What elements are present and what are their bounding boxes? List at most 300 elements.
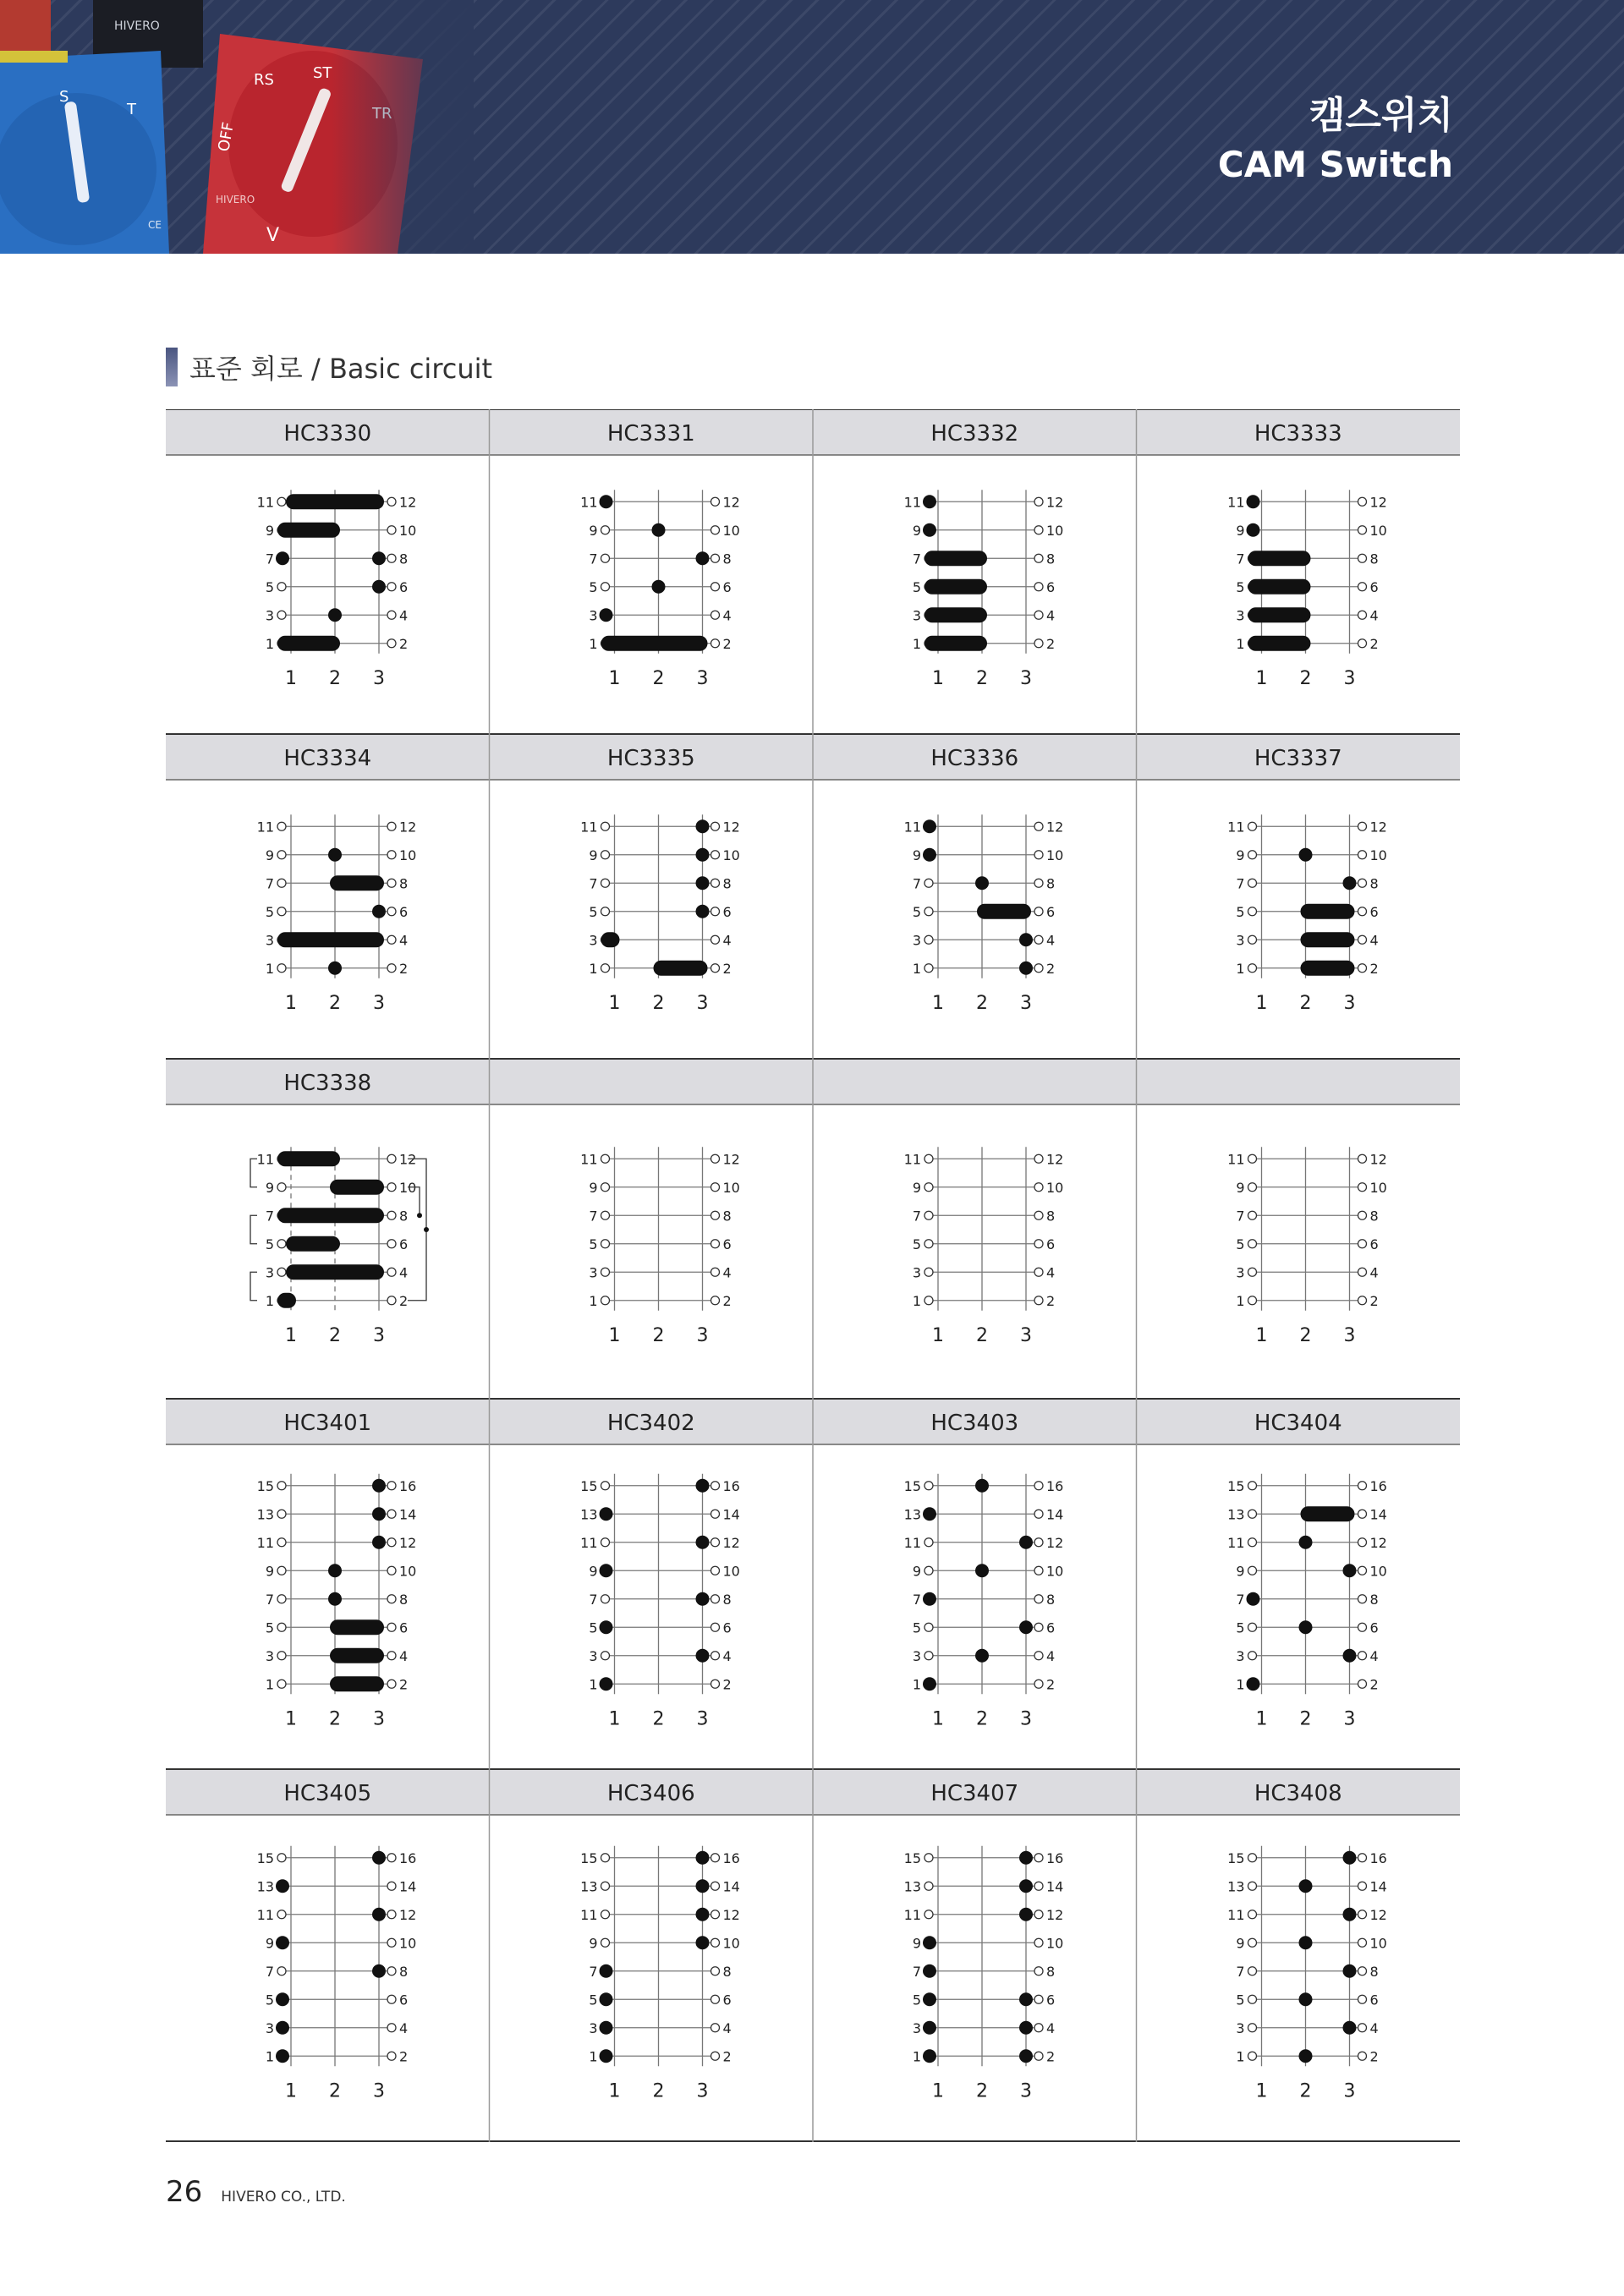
terminal-number-right: 14 xyxy=(1369,1506,1387,1523)
terminal-number-left: 1 xyxy=(912,960,921,977)
terminal-right xyxy=(1358,907,1367,916)
terminal-left xyxy=(1248,1995,1257,2003)
terminal-number-left: 1 xyxy=(589,1292,598,1309)
contact-bar xyxy=(330,1676,384,1691)
terminal-number-left: 3 xyxy=(589,607,598,624)
terminal-left xyxy=(1248,1854,1257,1862)
terminal-number-right: 6 xyxy=(1369,1992,1379,2008)
terminal-number-right: 6 xyxy=(399,1619,409,1636)
position-label: 3 xyxy=(373,1324,385,1346)
terminal-left xyxy=(1248,1566,1257,1575)
terminal-number-right: 4 xyxy=(1369,1264,1379,1281)
contact-dot xyxy=(923,848,936,862)
position-label: 3 xyxy=(1343,667,1356,689)
terminal-number-left: 3 xyxy=(265,2019,274,2036)
terminal-right xyxy=(1034,964,1043,973)
position-label: 3 xyxy=(1020,667,1032,689)
terminal-right xyxy=(387,1566,396,1575)
terminal-number-right: 12 xyxy=(722,1906,740,1923)
contact-dot xyxy=(1343,1964,1357,1978)
terminal-left xyxy=(1248,879,1257,887)
terminal-left xyxy=(924,1268,933,1276)
terminal-number-left: 1 xyxy=(589,2048,598,2065)
terminal-number-left: 15 xyxy=(903,1477,921,1494)
position-label: 1 xyxy=(1255,2080,1268,2102)
terminal-right xyxy=(1034,1854,1043,1862)
terminal-number-left: 3 xyxy=(1236,1647,1245,1664)
contact-bar xyxy=(924,551,987,566)
terminal-right xyxy=(1358,1595,1367,1603)
title-english: CAM Switch xyxy=(1217,144,1453,185)
terminal-right xyxy=(1034,1652,1043,1660)
terminal-left xyxy=(277,1652,286,1660)
circuit-hc3408 xyxy=(1227,1781,1387,2101)
terminal-number-left: 1 xyxy=(265,2048,274,2065)
terminal-number-right: 8 xyxy=(399,551,409,567)
position-label: 3 xyxy=(696,667,709,689)
terminal-left xyxy=(277,1538,286,1547)
contact-dot xyxy=(975,1564,989,1577)
model-label: HC3330 xyxy=(283,421,372,447)
contact-bar xyxy=(286,1236,340,1252)
contact-dot xyxy=(328,1592,342,1606)
terminal-number-right: 12 xyxy=(1369,494,1387,511)
terminal-number-left: 13 xyxy=(580,1506,598,1523)
contact-dot xyxy=(696,1936,710,1949)
terminal-number-right: 12 xyxy=(722,819,740,836)
bracket-left xyxy=(250,1272,257,1301)
contact-bar xyxy=(1301,904,1355,919)
contact-dot xyxy=(652,580,666,594)
terminal-number-left: 11 xyxy=(256,1151,274,1168)
contact-dot xyxy=(1343,876,1357,890)
terminal-right xyxy=(711,1482,720,1490)
terminal-number-right: 4 xyxy=(1369,932,1379,949)
terminal-right xyxy=(1358,1538,1367,1547)
position-label: 1 xyxy=(1255,667,1268,689)
terminal-number-right: 10 xyxy=(1046,847,1064,863)
contact-dot xyxy=(1343,1564,1357,1577)
terminal-number-left: 7 xyxy=(912,1591,921,1608)
terminal-right xyxy=(1034,1566,1043,1575)
terminal-number-left: 3 xyxy=(265,932,274,949)
terminal-right xyxy=(711,1566,720,1575)
terminal-left xyxy=(277,1680,286,1688)
terminal-number-left: 9 xyxy=(589,847,598,863)
terminal-number-right: 6 xyxy=(722,1992,732,2008)
terminal-number-left: 9 xyxy=(265,847,274,863)
model-label: HC3332 xyxy=(930,421,1019,447)
terminal-number-right: 10 xyxy=(1369,1563,1387,1580)
circuit-hc3330 xyxy=(257,421,417,689)
terminal-right xyxy=(387,611,396,619)
terminal-number-right: 10 xyxy=(399,1563,417,1580)
terminal-number-left: 7 xyxy=(912,1208,921,1225)
contact-dot xyxy=(1343,1851,1357,1865)
terminal-right xyxy=(711,1680,720,1688)
terminal-right xyxy=(1358,1995,1367,2003)
terminal-number-right: 8 xyxy=(399,1963,409,1980)
terminal-number-right: 4 xyxy=(1369,2019,1379,2036)
contact-dot xyxy=(1299,2049,1313,2063)
contact-dot xyxy=(696,1649,710,1663)
terminal-left xyxy=(601,1482,610,1490)
terminal-left xyxy=(601,879,610,887)
terminal-left xyxy=(1248,2052,1257,2060)
terminal-left xyxy=(277,1482,286,1490)
terminal-number-right: 4 xyxy=(399,1647,409,1664)
circuit-hc3404 xyxy=(1227,1411,1387,1729)
terminal-right xyxy=(711,1623,720,1631)
terminal-left xyxy=(277,1566,286,1575)
model-label: HC3338 xyxy=(283,1071,372,1096)
terminal-number-left: 15 xyxy=(256,1477,274,1494)
contact-dot xyxy=(1019,1879,1033,1893)
position-label: 1 xyxy=(1255,1324,1268,1346)
terminal-number-right: 4 xyxy=(722,607,732,624)
terminal-number-right: 12 xyxy=(1369,819,1387,836)
terminal-number-left: 11 xyxy=(1227,1151,1245,1168)
contact-dot xyxy=(1299,1536,1313,1549)
terminal-number-left: 5 xyxy=(265,1236,274,1252)
circuit-blank xyxy=(1227,1147,1387,1346)
terminal-left xyxy=(1248,964,1257,973)
position-label: 1 xyxy=(285,992,297,1014)
contact-dot xyxy=(276,1936,289,1949)
terminal-number-right: 4 xyxy=(1369,607,1379,624)
terminal-number-left: 7 xyxy=(1236,1208,1245,1225)
terminal-right xyxy=(1358,1240,1367,1248)
terminal-number-right: 14 xyxy=(1046,1506,1064,1523)
terminal-right xyxy=(1358,935,1367,944)
terminal-number-left: 1 xyxy=(589,960,598,977)
terminal-left xyxy=(924,879,933,887)
terminal-right xyxy=(1034,1882,1043,1890)
terminal-number-right: 2 xyxy=(722,635,732,652)
terminal-number-right: 6 xyxy=(1369,578,1379,595)
contact-dot xyxy=(372,1507,386,1521)
terminal-right xyxy=(1034,1482,1043,1490)
contact-dot xyxy=(696,1879,710,1893)
position-label: 1 xyxy=(608,992,621,1014)
position-label: 2 xyxy=(652,1324,665,1346)
terminal-number-right: 10 xyxy=(722,1935,740,1952)
terminal-number-left: 9 xyxy=(589,1935,598,1952)
terminal-right xyxy=(711,1938,720,1947)
contact-dot xyxy=(923,2049,936,2063)
contact-dot xyxy=(923,819,936,833)
circuit-hc3406 xyxy=(580,1781,740,2101)
terminal-right xyxy=(1034,1967,1043,1975)
terminal-number-right: 4 xyxy=(722,1264,732,1281)
terminal-right xyxy=(1358,822,1367,830)
position-label: 1 xyxy=(285,667,297,689)
terminal-right xyxy=(1358,1566,1367,1575)
terminal-number-right: 4 xyxy=(1046,1647,1056,1664)
terminal-number-left: 3 xyxy=(912,1264,921,1281)
terminal-right xyxy=(387,639,396,648)
model-label: HC3404 xyxy=(1254,1411,1342,1436)
contact-dot xyxy=(600,1677,613,1690)
contact-dot xyxy=(600,2049,613,2063)
contact-bar xyxy=(286,494,384,509)
contact-bar xyxy=(1248,636,1311,651)
terminal-number-right: 2 xyxy=(1046,635,1056,652)
terminal-right xyxy=(387,1854,396,1862)
terminal-left xyxy=(1248,1938,1257,1947)
terminal-number-right: 16 xyxy=(1369,1477,1387,1494)
circuit-blank xyxy=(580,1147,740,1346)
terminal-right xyxy=(1034,1183,1043,1192)
terminal-right xyxy=(1034,935,1043,944)
contact-dot xyxy=(372,1536,386,1549)
terminal-right xyxy=(711,1154,720,1163)
terminal-number-right: 10 xyxy=(399,847,417,863)
terminal-number-right: 10 xyxy=(1369,847,1387,863)
contact-bar xyxy=(1301,932,1355,947)
terminal-left xyxy=(924,1854,933,1862)
terminal-number-right: 12 xyxy=(722,494,740,511)
terminal-left xyxy=(1248,1882,1257,1890)
terminal-number-left: 7 xyxy=(589,1591,598,1608)
model-label: HC3405 xyxy=(283,1781,372,1806)
terminal-left xyxy=(277,1967,286,1975)
terminal-number-right: 2 xyxy=(722,1292,732,1309)
terminal-right xyxy=(711,583,720,591)
terminal-right xyxy=(1358,1652,1367,1660)
contact-dot xyxy=(696,848,710,862)
terminal-number-left: 1 xyxy=(912,1292,921,1309)
terminal-left xyxy=(601,1154,610,1163)
terminal-right xyxy=(387,907,396,916)
terminal-number-right: 6 xyxy=(399,1992,409,2008)
terminal-number-right: 12 xyxy=(1369,1906,1387,1923)
terminal-right xyxy=(1358,583,1367,591)
terminal-left xyxy=(1248,1211,1257,1219)
terminal-number-right: 8 xyxy=(722,1963,732,1980)
contact-bar xyxy=(330,1648,384,1663)
terminal-right xyxy=(387,1538,396,1547)
terminal-right xyxy=(711,964,720,973)
position-label: 2 xyxy=(329,667,341,689)
terminal-number-left: 11 xyxy=(580,494,598,511)
terminal-right xyxy=(1358,1183,1367,1192)
contact-dot xyxy=(1019,933,1033,946)
position-label: 2 xyxy=(652,1708,665,1730)
terminal-number-left: 1 xyxy=(265,960,274,977)
circuit-hc3336 xyxy=(904,746,1064,1014)
terminal-number-right: 4 xyxy=(1046,2019,1056,2036)
terminal-right xyxy=(387,554,396,562)
page-number: 26 xyxy=(166,2175,203,2209)
contact-dot xyxy=(276,1992,289,2006)
terminal-number-right: 6 xyxy=(1046,578,1056,595)
position-label: 1 xyxy=(285,1324,297,1346)
circuit-hc3401 xyxy=(257,1411,417,1729)
terminal-right xyxy=(711,1268,720,1276)
terminal-number-left: 11 xyxy=(580,1534,598,1551)
contact-dot xyxy=(372,1851,386,1865)
contact-dot xyxy=(276,2021,289,2035)
terminal-number-right: 2 xyxy=(1369,1292,1379,1309)
terminal-right xyxy=(1034,1595,1043,1603)
terminal-right xyxy=(1034,611,1043,619)
contact-bar xyxy=(330,1180,384,1195)
contact-dot xyxy=(1247,1592,1260,1606)
terminal-number-left: 1 xyxy=(265,1292,274,1309)
terminal-right xyxy=(1034,822,1043,830)
terminal-number-right: 2 xyxy=(1046,960,1056,977)
terminal-number-right: 12 xyxy=(1046,819,1064,836)
terminal-number-right: 2 xyxy=(1369,1676,1379,1693)
terminal-right xyxy=(711,822,720,830)
contact-dot xyxy=(276,2049,289,2063)
terminal-right xyxy=(711,1882,720,1890)
terminal-left xyxy=(1248,1268,1257,1276)
bracket-left xyxy=(250,1215,257,1244)
terminal-number-left: 11 xyxy=(1227,1906,1245,1923)
contact-bar xyxy=(924,636,987,651)
terminal-number-left: 13 xyxy=(256,1878,274,1895)
terminal-right xyxy=(711,1854,720,1862)
terminal-right xyxy=(1358,1938,1367,1947)
terminal-left xyxy=(601,1652,610,1660)
terminal-number-right: 6 xyxy=(1046,903,1056,920)
position-label: 3 xyxy=(696,1708,709,1730)
terminal-left xyxy=(277,1240,286,1248)
terminal-number-left: 5 xyxy=(1236,578,1245,595)
contact-dot xyxy=(1019,2021,1033,2035)
contact-bar xyxy=(277,932,384,947)
terminal-right xyxy=(711,611,720,619)
terminal-left xyxy=(924,1882,933,1890)
model-label: HC3407 xyxy=(930,1781,1019,1806)
contact-dot xyxy=(696,819,710,833)
terminal-left xyxy=(277,497,286,506)
contact-dot xyxy=(600,1564,613,1577)
contact-bar xyxy=(1301,961,1355,976)
terminal-right xyxy=(387,1240,396,1248)
terminal-right xyxy=(711,1240,720,1248)
position-label: 3 xyxy=(373,667,385,689)
terminal-number-right: 16 xyxy=(722,1477,740,1494)
terminal-left xyxy=(601,851,610,859)
terminal-number-left: 1 xyxy=(1236,1292,1245,1309)
contact-dot xyxy=(696,905,710,918)
terminal-number-right: 6 xyxy=(722,1619,732,1636)
terminal-number-left: 3 xyxy=(1236,2019,1245,2036)
contact-dot xyxy=(1019,1536,1033,1549)
terminal-number-right: 4 xyxy=(1369,1647,1379,1664)
terminal-right xyxy=(1034,851,1043,859)
terminal-number-left: 5 xyxy=(912,578,921,595)
terminal-right xyxy=(711,907,720,916)
terminal-number-left: 11 xyxy=(903,1534,921,1551)
terminal-number-right: 2 xyxy=(722,1676,732,1693)
contact-bar xyxy=(1248,607,1311,622)
contact-dot xyxy=(1343,2021,1357,2035)
terminal-number-left: 9 xyxy=(265,1935,274,1952)
terminal-number-right: 2 xyxy=(399,1676,409,1693)
terminal-left xyxy=(1248,1910,1257,1919)
terminal-right xyxy=(1358,526,1367,534)
terminal-right xyxy=(387,879,396,887)
terminal-left xyxy=(924,1652,933,1660)
terminal-right xyxy=(711,1183,720,1192)
terminal-right xyxy=(1034,1268,1043,1276)
terminal-number-right: 6 xyxy=(1046,1619,1056,1636)
terminal-right xyxy=(387,1910,396,1919)
terminal-right xyxy=(711,851,720,859)
terminal-number-right: 8 xyxy=(1369,1963,1379,1980)
position-label: 2 xyxy=(652,2080,665,2102)
terminal-number-right: 12 xyxy=(399,1534,417,1551)
terminal-number-right: 10 xyxy=(722,847,740,863)
terminal-left xyxy=(1248,935,1257,944)
contact-dot xyxy=(328,848,342,862)
terminal-number-left: 5 xyxy=(1236,1236,1245,1252)
terminal-left xyxy=(277,879,286,887)
terminal-number-left: 5 xyxy=(265,1992,274,2008)
contact-dot xyxy=(1299,1620,1313,1634)
position-label: 3 xyxy=(1343,2080,1356,2102)
contact-dot xyxy=(923,495,936,508)
terminal-right xyxy=(1034,1296,1043,1305)
terminal-right xyxy=(387,1652,396,1660)
terminal-left xyxy=(1248,1967,1257,1975)
terminal-number-right: 12 xyxy=(1369,1151,1387,1168)
terminal-number-left: 11 xyxy=(1227,1534,1245,1551)
terminal-right xyxy=(1034,1910,1043,1919)
terminal-right xyxy=(387,1938,396,1947)
position-label: 2 xyxy=(329,1324,341,1346)
model-label: HC3408 xyxy=(1254,1781,1342,1806)
terminal-number-left: 9 xyxy=(265,1179,274,1196)
contact-dot xyxy=(923,1677,936,1690)
contact-bar xyxy=(924,607,987,622)
terminal-left xyxy=(924,1566,933,1575)
terminal-number-left: 5 xyxy=(265,578,274,595)
position-label: 2 xyxy=(976,2080,988,2102)
terminal-left xyxy=(924,1240,933,1248)
terminal-number-right: 8 xyxy=(722,1208,732,1225)
position-label: 2 xyxy=(652,992,665,1014)
terminal-number-right: 8 xyxy=(1369,1591,1379,1608)
contact-dot xyxy=(923,2021,936,2035)
circuit-table xyxy=(166,409,1460,2143)
terminal-number-left: 1 xyxy=(1236,1676,1245,1693)
circuit-hc3338 xyxy=(250,1071,429,1346)
terminal-number-right: 4 xyxy=(722,1647,732,1664)
terminal-left xyxy=(277,1595,286,1603)
terminal-number-left: 9 xyxy=(912,1179,921,1196)
terminal-number-left: 7 xyxy=(912,551,921,567)
terminal-number-left: 5 xyxy=(912,903,921,920)
terminal-number-left: 9 xyxy=(912,1935,921,1952)
terminal-right xyxy=(1034,1240,1043,1248)
terminal-right xyxy=(1034,2052,1043,2060)
terminal-left xyxy=(924,1211,933,1219)
terminal-left xyxy=(601,1183,610,1192)
terminal-number-right: 8 xyxy=(1046,1591,1056,1608)
terminal-number-right: 8 xyxy=(1369,551,1379,567)
terminal-left xyxy=(277,1910,286,1919)
terminal-number-right: 10 xyxy=(1369,522,1387,539)
terminal-number-left: 9 xyxy=(589,522,598,539)
position-label: 2 xyxy=(1299,1708,1312,1730)
circuit-hc3332 xyxy=(904,421,1064,689)
terminal-number-right: 2 xyxy=(399,960,409,977)
